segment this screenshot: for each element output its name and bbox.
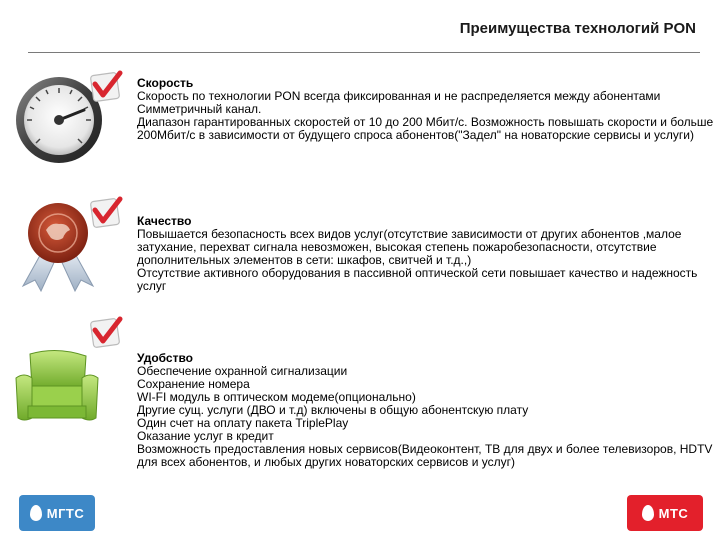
section-line: Оказание услуг в кредит: [137, 429, 274, 443]
section-heading: Скорость: [137, 76, 194, 90]
egg-icon: [30, 505, 42, 521]
section-line: Один счет на оплату пакета TriplePlay: [137, 416, 349, 430]
section-line: Сохранение номера: [137, 377, 250, 391]
section-line: Скорость по технологии PON всегда фиксированная и не распределяется между абонентами: [137, 89, 661, 103]
section-speed: [137, 77, 717, 142]
mgts-logo-text: МГТС: [46, 505, 85, 521]
section-line: Другие сущ. услуги (ДВО и т.д) включены в общую абонентскую плату: [137, 403, 529, 417]
section-line: Отсутствие активного оборудования в пассивной оптической сети повышает качество и надежность услуг: [137, 266, 698, 293]
egg-icon: [642, 505, 654, 521]
section-convenience: [137, 352, 717, 469]
section-heading: Качество: [137, 214, 192, 228]
title-divider: [28, 52, 700, 53]
mgts-logo: [19, 495, 95, 531]
checkmark-icon: [89, 70, 123, 104]
section-quality: [137, 215, 717, 293]
section-line: Симметричный канал.: [137, 102, 262, 116]
section-line: Повышается безопасность всех видов услуг(отсутствие зависимости от других абонентов ,малое затухание, перехват сигнала невозможен, высокая степень пожаробезопасности, отсутствие дополнительных элементов в сети: шкафов, свитчей и т.д.,): [137, 227, 682, 267]
section-line: WI-FI модуль в оптическом модеме(опционально): [137, 390, 416, 404]
mts-logo: [627, 495, 703, 531]
page-title: Преимущества технологий PON: [459, 20, 696, 37]
section-line: Возможность предоставления новых сервисов(Видеоконтент, ТВ для двух и более телевизоров, HDTV для всех абонентов, и любых других новаторских сервисов и услуг): [137, 442, 713, 469]
section-line: Диапазон гарантированных скоростей от 10 до 200 Мбит/с. Возможность повышать скорости и больше 200Мбит/с в зависимости от будущего спроса абонентов("Задел" на новаторские сервисы и услуги): [137, 115, 714, 142]
section-line: Обеспечение охранной сигнализации: [137, 364, 348, 378]
armchair-icon: [14, 348, 100, 428]
checkmark-icon: [89, 196, 123, 230]
checkmark-icon: [89, 316, 123, 350]
section-heading: Удобство: [137, 351, 194, 365]
mts-logo-text: МТС: [658, 505, 689, 521]
